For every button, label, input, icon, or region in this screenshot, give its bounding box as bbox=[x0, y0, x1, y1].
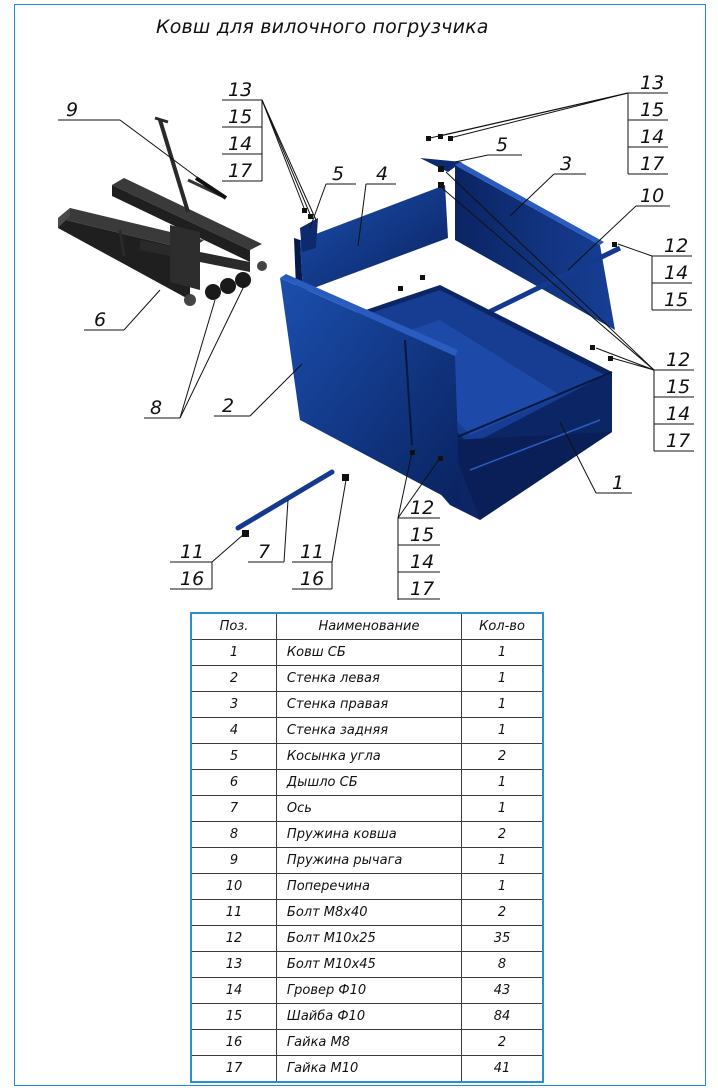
cell-qty: 1 bbox=[462, 874, 544, 900]
callout-14-top-left: 14 bbox=[228, 133, 253, 155]
callout-5-right: 5 bbox=[496, 134, 509, 156]
cell-pos: 6 bbox=[191, 770, 276, 796]
cell-qty: 2 bbox=[462, 744, 544, 770]
cell-name: Косынка угла bbox=[276, 744, 461, 770]
cell-name: Гайка М10 bbox=[276, 1056, 461, 1083]
callout-17-top-right: 17 bbox=[640, 153, 665, 175]
cell-pos: 9 bbox=[191, 848, 276, 874]
table-row bbox=[191, 952, 543, 978]
table-row bbox=[191, 640, 543, 666]
cell-qty: 2 bbox=[462, 900, 544, 926]
callout-14-right: 14 bbox=[664, 262, 689, 284]
cell-pos: 5 bbox=[191, 744, 276, 770]
cell-pos: 17 bbox=[191, 1056, 276, 1083]
table-row bbox=[191, 926, 543, 952]
callout-14-mid: 14 bbox=[666, 403, 691, 425]
cell-qty: 1 bbox=[462, 770, 544, 796]
cell-name: Шайба Ф10 bbox=[276, 1004, 461, 1030]
cell-pos: 12 bbox=[191, 926, 276, 952]
cell-name: Стенка задняя bbox=[276, 718, 461, 744]
callout-14-top-right: 14 bbox=[640, 126, 665, 148]
cell-name: Стенка левая bbox=[276, 666, 461, 692]
cell-qty: 1 bbox=[462, 848, 544, 874]
callout-15-top-left: 15 bbox=[228, 106, 253, 128]
callout-17-top-left: 17 bbox=[228, 160, 253, 182]
cell-name: Ковш СБ bbox=[276, 640, 461, 666]
callout-1: 1 bbox=[612, 472, 625, 494]
callout-17-bottom: 17 bbox=[410, 578, 435, 600]
cell-pos: 13 bbox=[191, 952, 276, 978]
cell-name: Дышло СБ bbox=[276, 770, 461, 796]
callout-15-right: 15 bbox=[664, 289, 689, 311]
callout-6: 6 bbox=[94, 309, 107, 331]
table-row bbox=[191, 770, 543, 796]
callout-17-mid: 17 bbox=[666, 430, 691, 452]
table-row bbox=[191, 1004, 543, 1030]
callout-5-left: 5 bbox=[332, 163, 345, 185]
cell-qty: 1 bbox=[462, 796, 544, 822]
cell-qty: 8 bbox=[462, 952, 544, 978]
callout-13-top-right: 13 bbox=[640, 72, 665, 94]
cell-name: Гровер Ф10 bbox=[276, 978, 461, 1004]
cell-pos: 14 bbox=[191, 978, 276, 1004]
cell-name: Пружина ковша bbox=[276, 822, 461, 848]
header-pos: Поз. bbox=[191, 613, 276, 640]
callout-15-bottom: 15 bbox=[410, 524, 435, 546]
cell-name: Болт М10х25 bbox=[276, 926, 461, 952]
table-row bbox=[191, 1056, 543, 1083]
table-row bbox=[191, 718, 543, 744]
callout-10: 10 bbox=[640, 185, 665, 207]
table-row bbox=[191, 900, 543, 926]
callout-14-bottom: 14 bbox=[410, 551, 435, 573]
callout-12-bottom: 12 bbox=[410, 497, 435, 519]
callout-12-right: 12 bbox=[664, 235, 689, 257]
cell-pos: 3 bbox=[191, 692, 276, 718]
cell-pos: 1 bbox=[191, 640, 276, 666]
callout-16-left: 16 bbox=[180, 568, 205, 590]
cell-qty: 35 bbox=[462, 926, 544, 952]
table-row bbox=[191, 796, 543, 822]
cell-qty: 1 bbox=[462, 666, 544, 692]
cell-pos: 8 bbox=[191, 822, 276, 848]
cell-qty: 84 bbox=[462, 1004, 544, 1030]
callout-11-right: 11 bbox=[300, 541, 325, 563]
cell-pos: 10 bbox=[191, 874, 276, 900]
gusset-left-part bbox=[300, 218, 318, 252]
callout-13-top-left: 13 bbox=[228, 79, 253, 101]
callout-7: 7 bbox=[258, 541, 271, 563]
cell-pos: 4 bbox=[191, 718, 276, 744]
parts-list-table bbox=[190, 612, 544, 1083]
table-row bbox=[191, 874, 543, 900]
cell-qty: 43 bbox=[462, 978, 544, 1004]
table-row bbox=[191, 1030, 543, 1056]
cell-qty: 1 bbox=[462, 692, 544, 718]
cell-pos: 7 bbox=[191, 796, 276, 822]
cell-name: Гайка М8 bbox=[276, 1030, 461, 1056]
cell-qty: 41 bbox=[462, 1056, 544, 1083]
callout-4: 4 bbox=[376, 163, 389, 185]
callout-11-left: 11 bbox=[180, 541, 205, 563]
nut-m8-right bbox=[342, 474, 349, 481]
table-row bbox=[191, 848, 543, 874]
lever-spring-part bbox=[196, 178, 226, 198]
cell-qty: 2 bbox=[462, 822, 544, 848]
cell-name: Болт М8х40 bbox=[276, 900, 461, 926]
callout-8: 8 bbox=[150, 397, 163, 419]
callout-15-mid: 15 bbox=[666, 376, 691, 398]
callout-2: 2 bbox=[222, 395, 235, 417]
cell-name: Поперечина bbox=[276, 874, 461, 900]
callout-3: 3 bbox=[560, 153, 573, 175]
cell-pos: 16 bbox=[191, 1030, 276, 1056]
nut-m8-left bbox=[242, 530, 249, 537]
header-qty: Кол-во bbox=[462, 613, 544, 640]
cell-qty: 1 bbox=[462, 718, 544, 744]
cell-name: Стенка правая bbox=[276, 692, 461, 718]
table-row bbox=[191, 692, 543, 718]
cell-qty: 1 bbox=[462, 640, 544, 666]
cell-pos: 15 bbox=[191, 1004, 276, 1030]
cell-pos: 11 bbox=[191, 900, 276, 926]
cell-qty: 2 bbox=[462, 1030, 544, 1056]
callout-15-top-right: 15 bbox=[640, 99, 665, 121]
cell-name: Пружина рычага bbox=[276, 848, 461, 874]
cell-name: Ось bbox=[276, 796, 461, 822]
callout-9: 9 bbox=[66, 99, 79, 121]
axle-part bbox=[238, 472, 332, 528]
table-row bbox=[191, 822, 543, 848]
header-name: Наименование bbox=[276, 613, 461, 640]
drawing-title: Ковш для вилочного погрузчика bbox=[156, 16, 489, 38]
table-row bbox=[191, 978, 543, 1004]
table-row bbox=[191, 744, 543, 770]
cell-name: Болт М10х45 bbox=[276, 952, 461, 978]
callout-16-right: 16 bbox=[300, 568, 325, 590]
table-header-row bbox=[191, 613, 543, 640]
callout-12-mid: 12 bbox=[666, 349, 691, 371]
table-row bbox=[191, 666, 543, 692]
cell-pos: 2 bbox=[191, 666, 276, 692]
